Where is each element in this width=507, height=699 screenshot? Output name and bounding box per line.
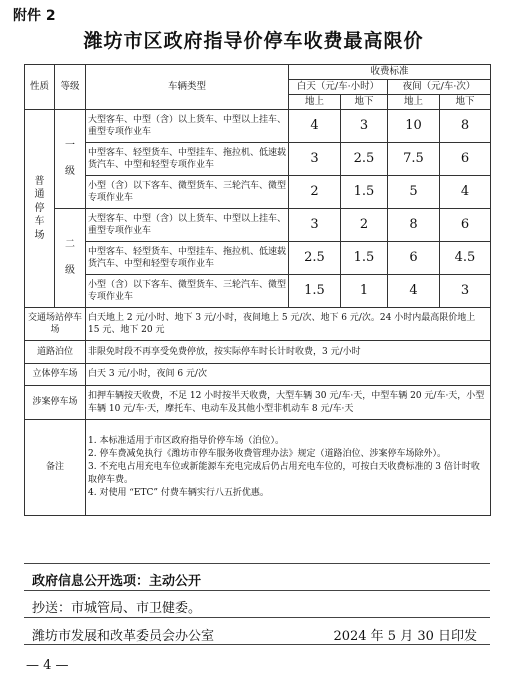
value-cell: 2.5	[341, 143, 388, 176]
remarks-label-cell: 备注	[25, 420, 86, 516]
value-cell: 6	[440, 209, 491, 242]
value-cell: 2.5	[289, 242, 341, 275]
value-cell: 6	[388, 242, 440, 275]
header-night-ground: 地上	[388, 95, 440, 110]
special-text-cell: 白天 3 元/小时，夜间 6 元/次	[86, 364, 491, 386]
header-nature: 性质	[25, 65, 55, 110]
table-row	[25, 143, 491, 176]
value-cell: 4	[289, 110, 341, 143]
special-text-cell: 白天地上 2 元/小时、地下 3 元/小时，夜间地上 5 元/次、地下 6 元/次。24 小时内最高限价地上 15 元、地下 20 元	[86, 308, 491, 341]
remark-item: 3. 不充电占用充电车位或新能源车充电完成后仍占用充电车位的，可按白天收费标准的 3 倍计时收取停车费。	[88, 461, 480, 486]
value-cell: 5	[388, 176, 440, 209]
cc-line: 抄送：市城管局、市卫健委。	[32, 601, 202, 616]
value-cell: 4.5	[440, 242, 491, 275]
value-cell: 4	[440, 176, 491, 209]
table-row	[25, 110, 491, 143]
value-cell: 1	[341, 275, 388, 308]
remark-item: 4. 对使用 “ETC” 付费车辆实行八五折优惠。	[88, 488, 269, 499]
header-day: 白天（元/车·小时）	[289, 80, 388, 95]
value-cell: 2	[289, 176, 341, 209]
level2-cell	[55, 209, 86, 308]
value-cell: 1.5	[289, 275, 341, 308]
header-night: 夜间（元/车·次）	[388, 80, 491, 95]
value-cell: 3	[289, 209, 341, 242]
value-cell: 1.5	[341, 242, 388, 275]
special-name-cell: 涉案停车场	[25, 386, 86, 420]
table-row	[25, 386, 491, 420]
value-cell: 7.5	[388, 143, 440, 176]
ordinary-parking-cell	[25, 110, 55, 308]
issuer: 潍坊市发展和改革委员会办公室	[32, 629, 215, 644]
table-row	[25, 308, 491, 341]
value-cell: 3	[440, 275, 491, 308]
ordinary-parking-label: 普通停车场	[34, 175, 45, 241]
public-option: 政府信息公开选项：主动公开	[32, 574, 202, 589]
value-cell: 8	[388, 209, 440, 242]
fee-table	[24, 64, 491, 516]
table-row	[25, 209, 491, 242]
table-row	[25, 242, 491, 275]
table-row	[25, 420, 491, 516]
header-night-under: 地下	[440, 95, 491, 110]
value-cell: 1.5	[341, 176, 388, 209]
value-cell: 2	[341, 209, 388, 242]
page-number: — 4 —	[26, 658, 69, 673]
value-cell: 4	[388, 275, 440, 308]
value-cell: 3	[341, 110, 388, 143]
level1-label: 一级	[65, 140, 75, 177]
header-standard: 收费标准	[289, 65, 491, 80]
value-cell: 8	[440, 110, 491, 143]
level1-cell	[55, 110, 86, 209]
vehicle-cell: 中型客车、轻型货车、中型挂车、拖拉机、低速载货汽车、中型和轻型专项作业车	[86, 143, 289, 176]
document-title: 潍坊市区政府指导价停车收费最高限价	[83, 30, 424, 52]
value-cell: 3	[289, 143, 341, 176]
remarks-cell	[86, 420, 491, 516]
table-row	[25, 275, 491, 308]
table-row	[25, 176, 491, 209]
table-row	[25, 341, 491, 364]
divider	[24, 644, 490, 645]
divider	[24, 590, 490, 591]
header-day-ground: 地上	[289, 95, 341, 110]
header-vehicle: 车辆类型	[86, 65, 289, 110]
vehicle-cell: 小型（含）以下客车、微型货车、三轮汽车、微型专项作业车	[86, 275, 289, 308]
header-level: 等级	[55, 65, 86, 110]
remark-item: 1. 本标准适用于市区政府指导价停车场（泊位）。	[88, 435, 284, 446]
vehicle-cell: 大型客车、中型（含）以上货车、中型以上挂车、重型专项作业车	[86, 209, 289, 242]
value-cell: 6	[440, 143, 491, 176]
vehicle-cell: 小型（含）以下客车、微型货车、三轮汽车、微型专项作业车	[86, 176, 289, 209]
vehicle-cell: 大型客车、中型（含）以上货车、中型以上挂车、重型专项作业车	[86, 110, 289, 143]
table-row	[25, 364, 491, 386]
vehicle-cell: 中型客车、轻型货车、中型挂车、拖拉机、低速载货汽车、中型和轻型专项作业车	[86, 242, 289, 275]
special-name-cell: 立体停车场	[25, 364, 86, 386]
divider	[24, 563, 490, 564]
special-text-cell: 非限免时段不再享受免费停放，按实际停车时长计时收费，3 元/小时	[86, 341, 491, 364]
remark-item: 2. 停车费减免执行《潍坊市停车服务收费管理办法》规定（道路泊位、涉案停车场除外）。	[88, 448, 446, 459]
value-cell: 10	[388, 110, 440, 143]
special-text-cell: 扣押车辆按天收费，不足 12 小时按半天收费，大型车辆 30 元/车·天，中型车辆 20 元/车·天，小型车辆 10 元/车·天，摩托车、电动车及其他小型非机动车 8 元/车·天	[86, 386, 491, 420]
level2-label: 二级	[65, 239, 75, 276]
header-day-under: 地下	[341, 95, 388, 110]
special-name-cell: 道路泊位	[25, 341, 86, 364]
attachment-label: 附件 2	[13, 8, 56, 24]
issue-date: 2024 年 5 月 30 日印发	[333, 629, 477, 644]
divider	[24, 617, 490, 618]
special-name-cell: 交通场站停车场	[25, 308, 86, 341]
